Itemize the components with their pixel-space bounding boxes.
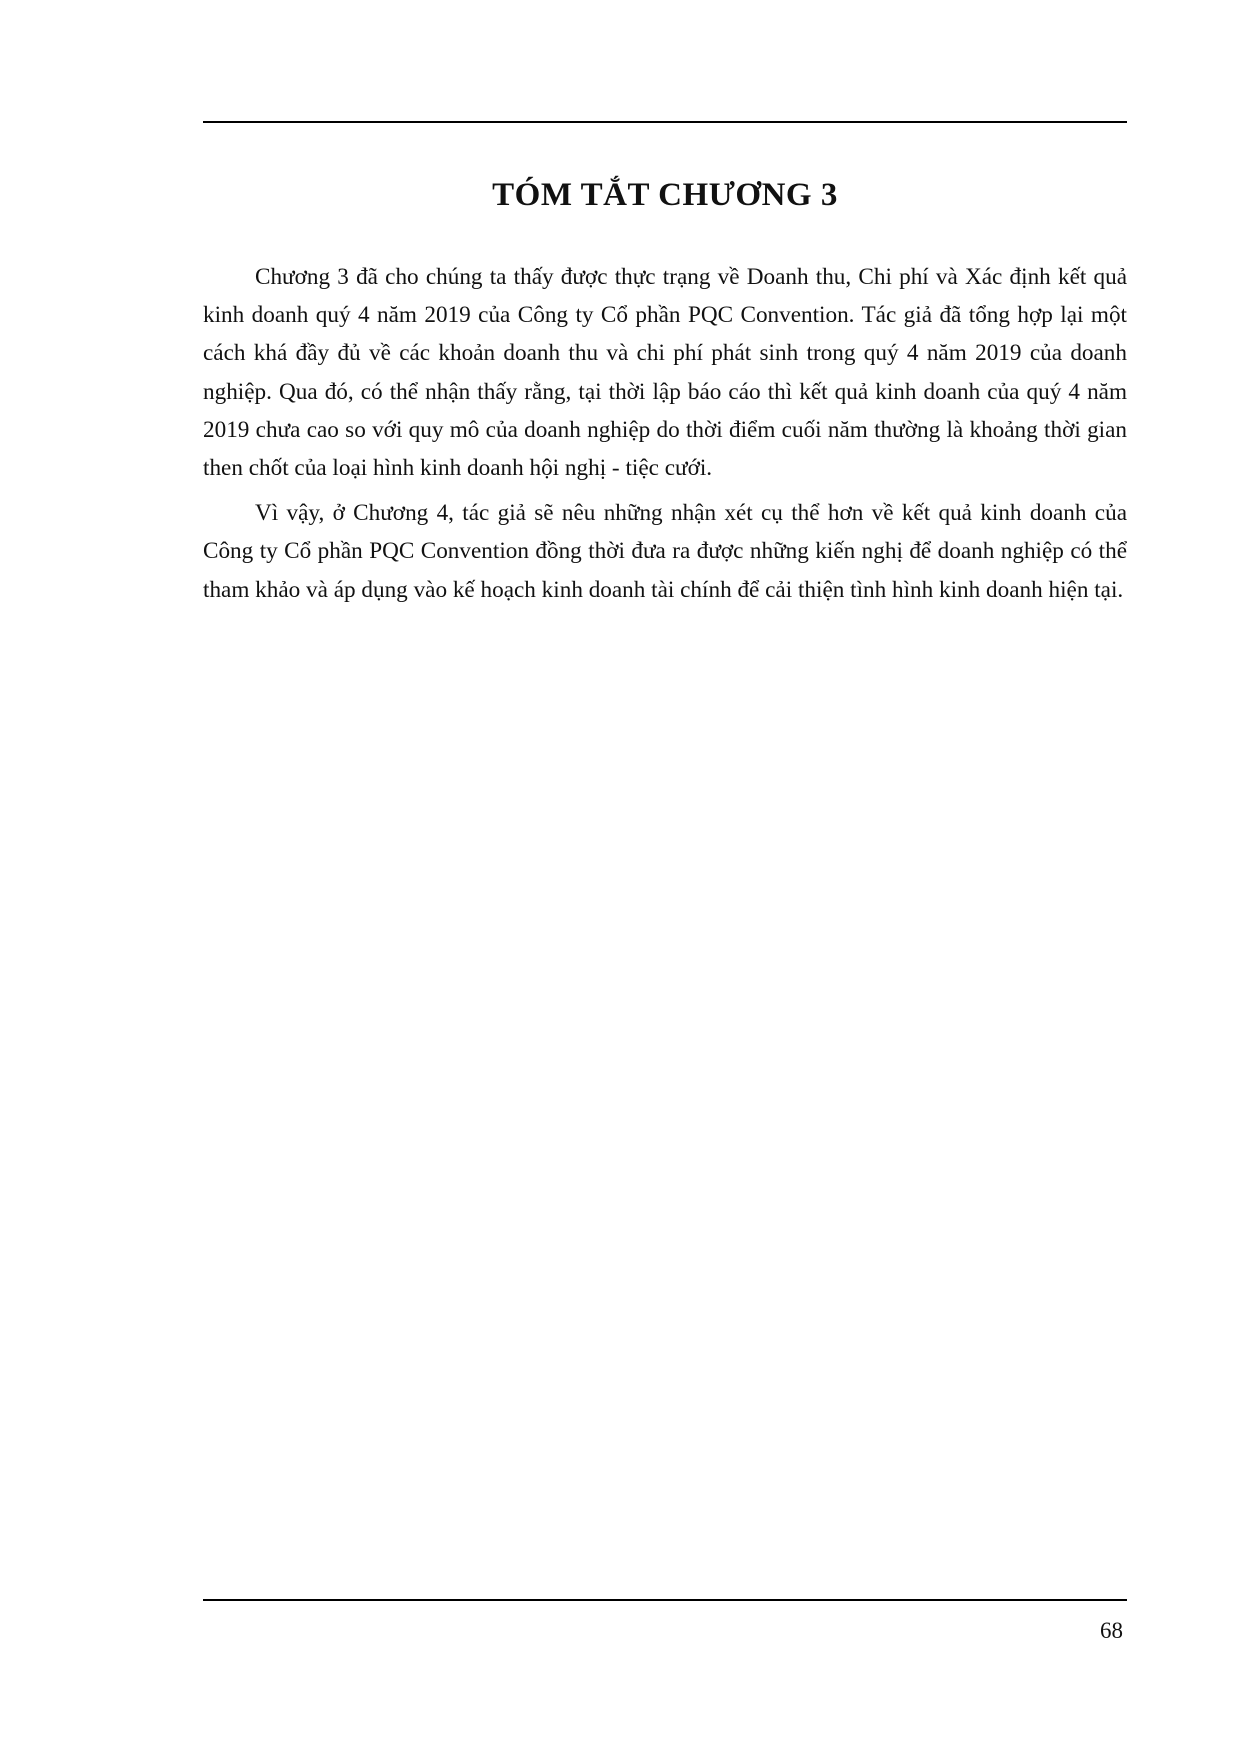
header-rule — [203, 121, 1127, 123]
page-number: 68 — [1100, 1618, 1123, 1643]
paragraph-2: Vì vậy, ở Chương 4, tác giả sẽ nêu những nhận xét cụ thể hơn về kết quả kinh doanh của Công ty Cổ phần PQC Convention đồng thời đưa ra được những kiến nghị để doanh nghiệp có thể tham khảo và áp dụng vào kế hoạch kinh doanh tài chính để cải thiện tình hình kinh doanh hiện tại. — [203, 500, 1127, 603]
chapter-summary-title: TÓM TẮT CHƯƠNG 3 — [492, 177, 838, 213]
body-text — [203, 258, 1127, 616]
footer-rule — [203, 1599, 1127, 1601]
paragraph-1: Chương 3 đã cho chúng ta thấy được thực trạng về Doanh thu, Chi phí và Xác định kết quả kinh doanh quý 4 năm 2019 của Công ty Cổ phần PQC Convention. Tác giả đã tổng hợp lại một cách khá đầy đủ về các khoản doanh thu và chi phí phát sinh trong quý 4 năm 2019 của doanh nghiệp. Qua đó, có thể nhận thấy rằng, tại thời lập báo cáo thì kết quả kinh doanh của quý 4 năm 2019 chưa cao so với quy mô của doanh nghiệp do thời điểm cuối năm thường là khoảng thời gian then chốt của loại hình kinh doanh hội nghị - tiệc cưới. — [203, 264, 1127, 482]
